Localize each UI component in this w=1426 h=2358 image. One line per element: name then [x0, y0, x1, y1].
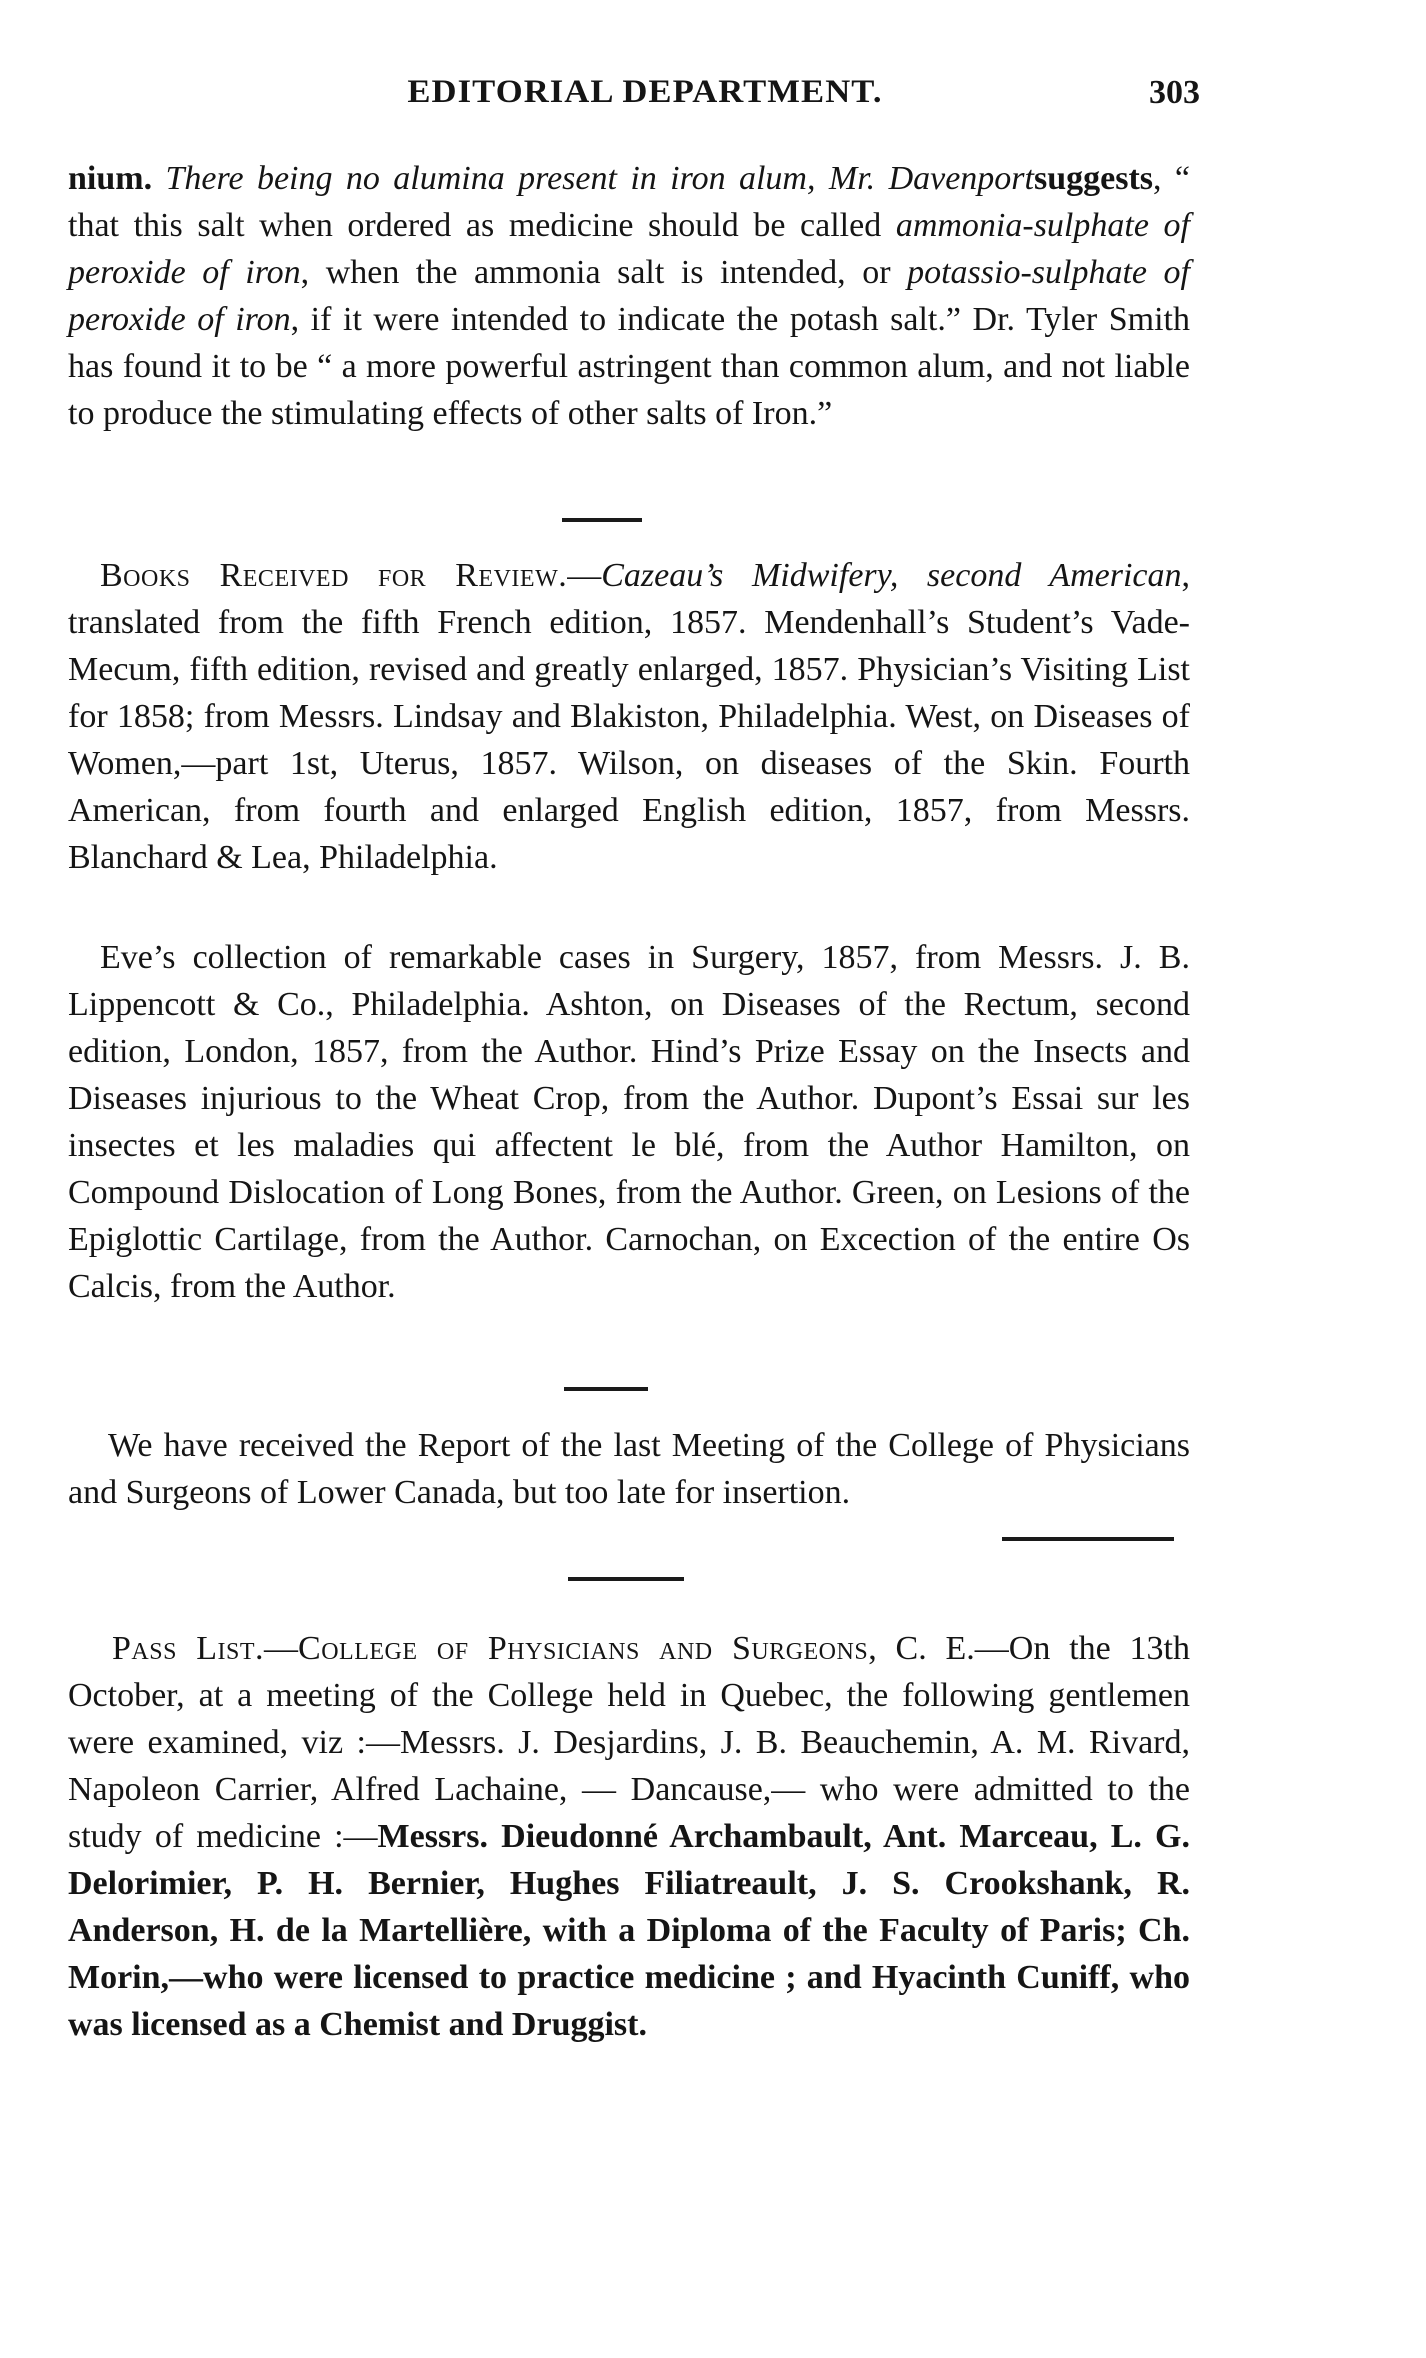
em-dash: —	[567, 557, 602, 594]
section-heading-pass-list: Pass List.	[112, 1630, 265, 1667]
pass-list-text: , C. E.—On the 13th October, at a meeting of the College held in Quebec, the following gentlemen were examined, viz :—Messrs. J. Desjardins, J. B. Beauchemin, A. M. Rivard, Napoleon Carrier, Alfred Lachaine, — Dancause,— who were admitted to the study of medicine :—	[68, 1630, 1190, 1855]
licensed-list-text: Messrs. Dieudonné Archambault, Ant. Marceau, L. G. Delorimier, P. H. Bernier, Hughes Filiatreault, J. S. Crookshank, R. Anderson, H. de la Martellière, with a Diploma of the Faculty of Paris; Ch. Morin,—who were licensed to practice medicine ; and Hyacinth Cuniff, who was licensed as a Chemist and Druggist.	[68, 1818, 1190, 2043]
section-divider	[564, 1387, 648, 1391]
term-ammonia-sulphate: ammonia-sulphate of peroxide of iron	[68, 207, 1190, 291]
term-potassio-sulphate: potassio-sulphate of peroxide of iron	[68, 254, 1191, 338]
report-notice-text: We have received the Report of the last Meeting of the College of Physicians and Surgeons of Lower Canada, but too late for insertion.	[68, 1427, 1190, 1511]
section-heading-books-received: Books Received for Review.	[100, 557, 568, 594]
section-divider	[1002, 1537, 1174, 1541]
quote-end: , if it were intended to indicate the potash salt.” Dr. Tyler Smith has found it to be “ a more powerful astringent than common alum, and not liable to produce the stimulating effects of other salts of Iron.”	[68, 301, 1190, 432]
quote-start: , “ that this salt when ordered as medicine should be called	[68, 160, 1191, 244]
paragraph-books-received	[68, 552, 1190, 881]
section-divider	[568, 1577, 684, 1581]
running-header	[0, 74, 1426, 118]
books-list-continued-text: Eve’s collection of remarkable cases in Surgery, 1857, from Messrs. J. B. Lippencott & Co., Philadelphia. Ashton, on Diseases of the Rectum, second edition, London, 1857, from the Author. Hind’s Prize Essay on the Insects and Diseases injurious to the Wheat Crop, from the Author. Dupont’s Essai sur les insectes et les maladies qui affectent le blé, from the Author Hamilton, on Compound Dislocation of Long Bones, from the Author. Green, on Lesions of the Epiglottic Cartilage, from the Author. Carnochan, on Excection of the entire Os Calcis, from the Author.	[68, 939, 1190, 1305]
sentence-alumina: There being no alumina present in iron alum, Mr. Davenport	[152, 160, 1034, 197]
page-number: 303	[1149, 74, 1200, 111]
paragraph-report-notice	[68, 1422, 1190, 1516]
books-list-text: , translated from the fifth French edition, 1857. Mendenhall’s Student’s Vade-Mecum, fifth edition, revised and greatly enlarged, 1857. Physician’s Visiting List for 1858; from Messrs. Lindsay and Blakiston, Philadelphia. West, on Diseases of Women,—part 1st, Uterus, 1857. Wilson, on diseases of the Skin. Fourth American, from fourth and enlarged English edition, 1857, from Messrs. Blanchard & Lea, Philadelphia.	[68, 557, 1190, 876]
fragment-nium: nium.	[68, 160, 153, 197]
em-dash: —	[264, 1630, 299, 1667]
quote-middle: , when the ammonia salt is intended, or	[300, 254, 908, 291]
section-divider	[562, 518, 642, 522]
book-title-cazeau: Cazeau’s Midwifery, second American	[601, 557, 1182, 594]
running-head-title: EDITORIAL DEPARTMENT.	[407, 74, 883, 110]
college-name: College of Physicians and Surgeons	[298, 1630, 869, 1667]
word-suggests: suggests	[1033, 160, 1154, 197]
paragraph-iron-alum	[68, 155, 1190, 437]
paragraph-pass-list	[68, 1625, 1190, 2048]
paragraph-books-continued	[68, 934, 1190, 1310]
